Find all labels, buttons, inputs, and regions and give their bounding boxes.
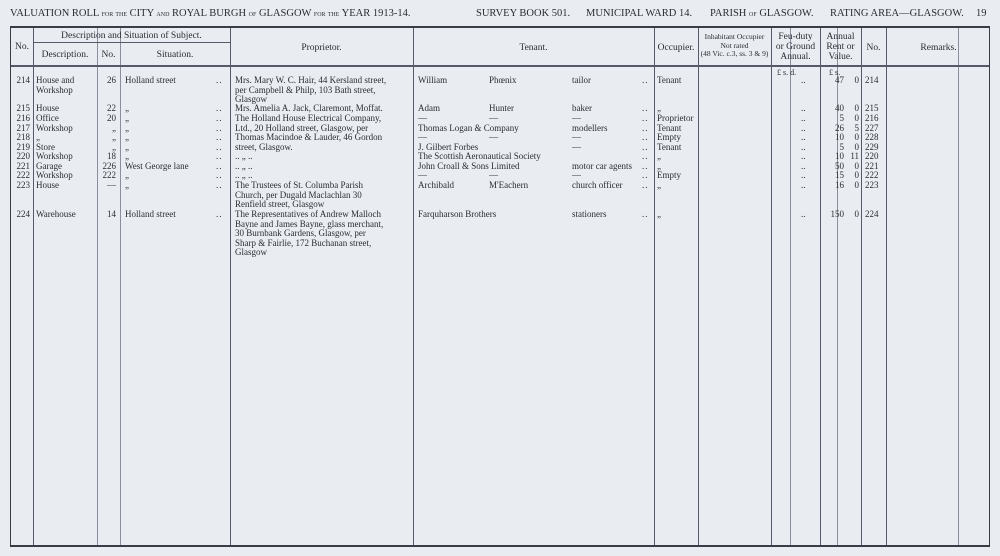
survey-book: SURVEY BOOK 501. [476,8,571,19]
row-rent-shillings: 0 [854,142,859,152]
row-rent-pounds: 10 [835,151,844,161]
row-feu-duty: .. [801,75,806,85]
row-tenant-trade: tailor [572,75,591,85]
row-occupier: Proprietor [657,113,694,123]
row-proprietor-line: street, Glasgow. [235,142,293,152]
row-description: Workshop [36,123,73,133]
row-tenant-surname: M'Eachern [489,180,529,190]
row-tenant-trade: — [572,142,581,152]
row-rent-shillings: 0 [854,161,859,171]
row-number: 218 [16,132,30,142]
page-number: 19 [976,8,987,19]
row-number: 217 [16,123,30,133]
row-number-2: 222 [865,170,879,180]
row-number: 219 [16,142,30,152]
row-street-number: 20 [107,113,116,123]
row-occupier: Tenant [657,142,682,152]
row-occupier: Empty [657,132,681,142]
row-occupier: „ [657,151,661,161]
col-header-annual-rent: Annual Rent or Value. [826,32,855,62]
row-proprietor-line: Glasgow [235,247,267,258]
row-situation: „ [125,123,129,133]
row-rent-shillings: 0 [854,103,859,113]
leader-dots: .. [216,132,223,142]
row-situation: Holland street [125,209,176,219]
row-occupier: „ [657,103,661,113]
row-tenant-name: William [418,75,448,85]
leader-dots: .. [642,103,649,113]
leader-dots: .. [216,142,223,152]
row-description: Store [36,142,55,152]
row-street-number: „ [112,132,116,142]
row-rent-pounds: 50 [835,161,844,171]
row-number-2: 228 [865,132,879,142]
col-rule [230,28,231,545]
row-proprietor-line: Sharp & Fairlie, 172 Buchanan street, [235,237,372,248]
header-subrule [33,42,230,43]
row-number-2: 223 [865,180,879,190]
row-feu-duty: .. [801,123,806,133]
leader-dots: .. [642,170,649,180]
row-rent-pounds: 150 [830,209,844,219]
row-rent-pounds: 16 [835,180,844,190]
row-rent-shillings: 0 [854,180,859,190]
row-occupier: „ [657,161,661,171]
row-number: 222 [16,170,30,180]
col-header-proprietor: Proprietor. [301,43,342,53]
row-situation: „ [125,151,129,161]
row-feu-duty: .. [801,170,806,180]
col-rule [33,28,34,545]
row-proprietor-line: The Trustees of St. Columba Parish [235,180,364,190]
row-tenant-trade: motor car agents [572,161,632,171]
page-header [10,8,990,22]
row-proprietor-line: Glasgow [235,94,267,105]
row-tenant-surname: — [489,113,498,123]
row-situation: West George lane [125,161,189,171]
row-number-2: 221 [865,161,879,171]
row-occupier: Tenant [657,123,682,133]
row-description: Warehouse [36,209,76,219]
col-header-tenant: Tenant. [519,43,548,53]
currency-feu: £ s. d. [777,68,797,77]
col-header-occupier: Occupier. [657,43,695,53]
col-header-remarks: Remarks. [920,43,957,53]
row-description-cont: Workshop [36,84,73,95]
row-proprietor-line: Thomas Macindoe & Lauder, 46 Gordon [235,132,383,142]
leader-dots: .. [216,161,223,171]
row-rent-pounds: 40 [835,103,844,113]
leader-dots: .. [216,151,223,161]
row-number-2: 224 [865,209,879,219]
row-tenant-surname: — [489,170,498,180]
row-rent-pounds: 5 [839,113,844,123]
row-situation: „ [125,113,129,123]
row-rent-shillings: 0 [854,209,859,219]
row-tenant-surname: Hunter [489,103,514,113]
leader-dots: .. [216,209,223,219]
col-header-no-2: No. [866,43,881,53]
row-description: Workshop [36,151,73,161]
col-header-feu-duty: Feu-duty or Ground Annual. [775,32,816,62]
row-feu-duty: .. [801,113,806,123]
row-feu-duty: .. [801,103,806,113]
row-tenant-name: — [418,113,427,123]
leader-dots: .. [642,180,649,190]
row-number: 214 [16,75,30,85]
row-feu-duty: .. [801,151,806,161]
row-occupier: Empty [657,170,681,180]
row-tenant-surname: Phœnix [489,75,517,85]
col-rule [958,28,959,545]
row-description: Garage [36,161,62,171]
leader-dots: .. [642,113,649,123]
row-tenant-name: — [418,132,427,142]
municipal-ward: MUNICIPAL WARD 14. [586,8,693,19]
row-description: House [36,103,59,113]
row-street-number: 14 [107,209,116,219]
row-proprietor-line: The Representatives of Andrew Malloch [235,209,381,219]
col-rule [413,28,414,545]
row-rent-pounds: 26 [835,123,844,133]
row-proprietor-line: Mrs. Amelia A. Jack, Claremont, Moffat. [235,103,383,113]
row-rent-pounds: 15 [835,170,844,180]
row-number-2: 214 [865,75,879,85]
col-rule [120,28,121,545]
row-rent-shillings: 0 [854,132,859,142]
row-situation: Holland street [125,75,176,85]
row-proprietor-line: Church, per Dugald Maclachlan 30 [235,189,362,200]
leader-dots: .. [642,142,649,152]
row-street-number: 26 [107,75,116,85]
row-description: Workshop [36,170,73,180]
row-tenant-name: Adam [418,103,440,113]
row-rent-shillings: 0 [854,75,859,85]
leader-dots: .. [642,132,649,142]
row-proprietor-line: .. „ .. [235,151,253,161]
col-header-street-no: No. [101,50,116,60]
row-proprietor-line: Bayne and James Bayne, glass merchant, [235,218,384,229]
row-tenant-name: Archibald [418,180,454,190]
row-number: 216 [16,113,30,123]
col-header-situation: Situation. [156,50,194,60]
row-number: 215 [16,103,30,113]
leader-dots: .. [216,75,223,85]
row-number: 220 [16,151,30,161]
leader-dots: .. [642,75,649,85]
row-rent-shillings: 0 [854,113,859,123]
leader-dots: .. [642,151,649,161]
row-situation: „ [125,180,129,190]
col-rule [861,28,862,545]
row-tenant-name: Farquharson Brothers [418,209,497,219]
row-feu-duty: .. [801,132,806,142]
currency-rent: £ s. [829,68,841,77]
row-proprietor-line: .. „ .. [235,161,253,171]
row-number: 221 [16,161,30,171]
row-tenant-trade: modellers [572,123,608,133]
row-situation: „ [125,103,129,113]
row-proprietor-line: Renfield street, Glasgow [235,199,325,210]
row-description: House [36,180,59,190]
row-feu-duty: .. [801,209,806,219]
row-occupier: Tenant [657,75,682,85]
row-rent-shillings: 0 [854,170,859,180]
row-feu-duty: .. [801,142,806,152]
leader-dots: .. [642,123,649,133]
row-tenant-trade: stationers [572,209,607,219]
row-rent-pounds: 10 [835,132,844,142]
row-description: Office [36,113,59,123]
row-rent-pounds: 5 [839,142,844,152]
row-tenant-name: — [418,170,427,180]
row-number: 224 [16,209,30,219]
row-situation: „ [125,142,129,152]
row-description: „ [36,132,40,142]
row-number-2: 227 [865,123,879,133]
row-description: House and [36,75,75,85]
col-rule [771,28,772,545]
leader-dots: .. [216,123,223,133]
rating-area: RATING AREA—GLASGOW. [830,8,964,19]
row-street-number: 226 [102,161,116,171]
row-feu-duty: .. [801,180,806,190]
row-number: 223 [16,180,30,190]
leader-dots: .. [216,103,223,113]
row-proprietor-line: per Campbell & Philp, 103 Bath street, [235,84,376,95]
row-tenant-name: The Scottish Aeronautical Society [418,151,541,161]
row-proprietor-line: Ltd., 20 Holland street, Glasgow, per [235,123,369,133]
row-feu-duty: .. [801,161,806,171]
row-proprietor-line: Mrs. Mary W. C. Hair, 44 Kersland street, [235,75,387,85]
row-number-2: 220 [865,151,879,161]
title-main: VALUATION ROLL for the CITY and ROYAL BURGH of GLASGOW for the YEAR 1913-14. [10,8,411,19]
row-tenant-trade: — [572,170,581,180]
row-tenant-name: Thomas Logan & Company [418,123,519,133]
col-header-no: No. [15,42,29,52]
row-occupier: „ [657,180,661,190]
leader-dots: .. [216,113,223,123]
row-rent-pounds: 47 [835,75,844,85]
row-situation: „ [125,170,129,180]
header-rule [11,65,989,67]
col-rule [698,28,699,545]
row-tenant-trade: baker [572,103,592,113]
col-header-inhabitant: Inhabitant Occupier Not rated (48 Vic. c.3, ss. 3 & 9) [700,32,769,58]
row-tenant-trade: — [572,113,581,123]
row-tenant-surname: — [489,132,498,142]
row-tenant-trade: church officer [572,180,623,190]
row-situation: „ [125,132,129,142]
row-street-number: — [107,180,116,190]
row-street-number: „ [112,123,116,133]
leader-dots: .. [216,180,223,190]
row-proprietor-line: .. „ .. [235,170,253,180]
row-rent-shillings: 5 [854,123,859,133]
row-rent-shillings: 11 [850,151,859,161]
leader-dots: .. [642,161,649,171]
row-number-2: 215 [865,103,879,113]
row-proprietor-line: The Holland House Electrical Company, [235,113,382,123]
row-number-2: 229 [865,142,879,152]
ledger-table [10,26,990,547]
row-tenant-trade: — [572,132,581,142]
row-street-number: 222 [102,170,116,180]
col-rule [790,28,791,545]
col-header-description: Description. [41,50,89,60]
row-occupier: „ [657,209,661,219]
leader-dots: .. [642,209,649,219]
col-rule [886,28,887,545]
col-rule [654,28,655,545]
row-street-number: „ [112,142,116,152]
parish: PARISH of GLASGOW. [710,8,814,19]
row-tenant-name: J. Gilbert Forbes [418,142,479,152]
row-number-2: 216 [865,113,879,123]
row-street-number: 18 [107,151,116,161]
col-header-desc-group: Description and Situation of Subject. [61,31,202,41]
row-street-number: 22 [107,103,116,113]
row-proprietor-line: 30 Burnbank Gardens, Glasgow, per [235,228,366,239]
row-tenant-name: John Croall & Sons Limited [418,161,520,171]
leader-dots: .. [216,170,223,180]
